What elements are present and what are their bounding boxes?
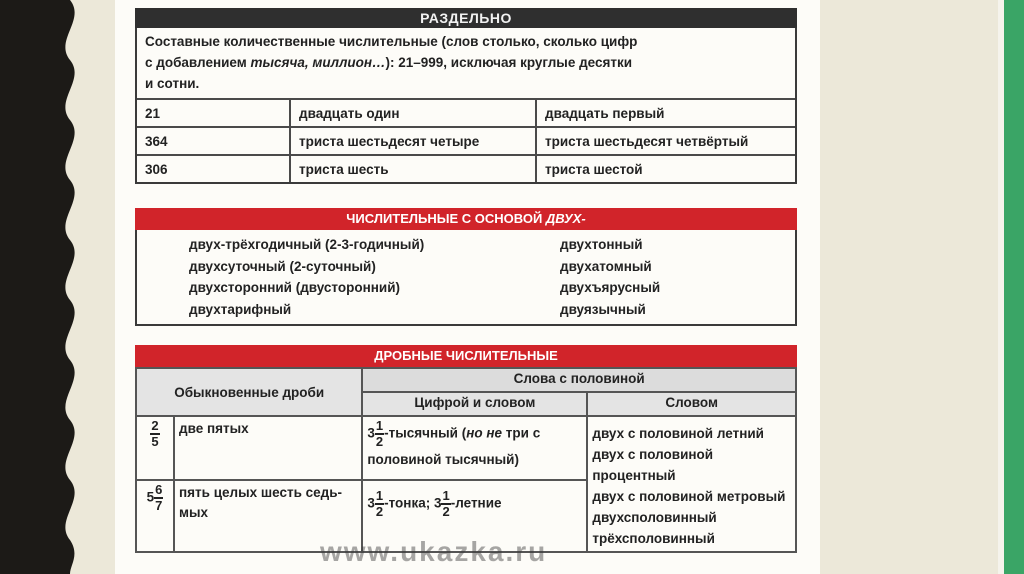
section-separately-title: РАЗДЕЛЬНО [135,8,797,28]
fraction-word-cell: две пятых [174,416,362,480]
desc-line-2-a: с добавлением [145,55,251,70]
list-item: двухтарифный [189,301,292,317]
ordinal-cell: триста шестой [536,155,795,182]
fraction-numerator: 1 [375,487,384,503]
fraction-denominator: 2 [375,434,384,449]
fraction-denominator: 2 [442,503,450,519]
section-dvuh-title [135,208,797,230]
number-cell: 21 [137,99,290,127]
header-word: Словом [587,392,796,416]
half-text-italic: но не [466,425,503,441]
dvuh-word-list [137,230,795,324]
half-word-cell [587,416,796,552]
fraction-numerator: 2 [151,418,159,433]
desc-line-3: и сотни. [145,76,200,91]
half-text-c: три с половиной тысячный) [367,425,541,467]
ordinal-cell: двадцать первый [536,99,795,127]
fraction-1-2 [375,489,384,519]
whole-number: 3 [433,495,442,511]
list-item: двухъярусный [560,280,661,295]
list-item: двух-трёхгодичный (2-3-годичный) [189,237,425,252]
half-text-a: -тысячный ( [384,425,467,441]
section-dvuh-box [135,230,797,326]
list-item: двух с половиной летний [592,426,764,441]
desc-line-2-c: ): 21–999, исключая круглые десятки [385,55,633,70]
watermark: www.ukazka.ru [320,536,548,567]
section-fractions-title: ДРОБНЫЕ ЧИСЛИТЕЛЬНЫЕ [135,345,797,367]
fractions-table [135,367,797,553]
fraction-denominator: 7 [155,497,163,513]
dvuh-right-column [560,234,795,320]
fraction-numerator: 6 [155,481,163,497]
list-item: двухатомный [560,258,652,274]
desc-line-2-italic: тысяча, миллион… [250,55,386,70]
cardinal-cell: двадцать один [290,99,536,127]
table-row [137,99,795,127]
list-item: двухтонный [560,237,643,252]
section-fractions [135,345,797,553]
fraction-2-5 [150,419,159,449]
list-item: двух с половиной метровый [592,489,786,504]
half-text-b: -летние [450,495,502,511]
fraction-6-7 [154,483,163,513]
table-row [137,127,795,155]
number-cell: 306 [137,155,290,182]
section-dvuh-title-b: ДВУХ- [545,211,586,226]
section-dvuh [135,208,797,326]
desc-line-1: Составные количественные числительные (слов столько, сколько цифр [145,34,638,49]
fraction-cell [136,480,174,552]
whole-number: 5 [146,489,155,505]
fraction-denominator: 5 [151,434,159,449]
numerals-table [137,98,795,182]
list-item: двухсторонний (двусторонний) [189,280,400,295]
section-dvuh-title-a: ЧИСЛИТЕЛЬНЫЕ С ОСНОВОЙ [346,211,546,226]
fraction-numerator: 1 [442,487,450,503]
header-digit-and-word: Цифрой и словом [362,392,587,416]
header-common-fractions: Обыкновенные дроби [136,368,362,416]
fraction-1-2 [375,419,384,449]
fraction-cell [136,416,174,480]
fraction-1-2 [441,489,450,519]
section-separately-description [137,28,795,98]
green-accent-bar [1004,0,1024,574]
number-cell: 364 [137,127,290,155]
table-row [136,416,796,480]
list-item: двухсуточный (2-суточный) [189,258,376,274]
table-row [136,368,796,392]
fraction-numerator: 1 [375,418,384,433]
whole-number: 3 [367,425,375,441]
half-digit-cell [362,416,587,480]
desc-line-2 [145,52,787,73]
cardinal-cell: триста шесть [290,155,536,182]
list-item: двуязычный [560,301,646,317]
list-item: двухсполовинный [592,510,717,525]
dvuh-left-column [137,234,560,320]
list-item: двух с половиной процентный [592,447,714,483]
cardinal-cell: триста шестьдесят четыре [290,127,536,155]
ordinal-cell: триста шестьдесят четвёртый [536,127,795,155]
fraction-word-cell: пять целых шесть седь-мых [174,480,362,552]
table-row [137,155,795,182]
section-separately [135,8,797,184]
half-text-a: -тонка; [384,495,434,511]
whole-number: 3 [367,495,375,511]
wavy-edge-decoration [50,0,90,574]
section-separately-box [135,28,797,184]
fraction-denominator: 2 [375,503,384,519]
header-words-with-half: Слова с половиной [362,368,796,392]
list-item: трёхсполовинный [592,531,715,546]
